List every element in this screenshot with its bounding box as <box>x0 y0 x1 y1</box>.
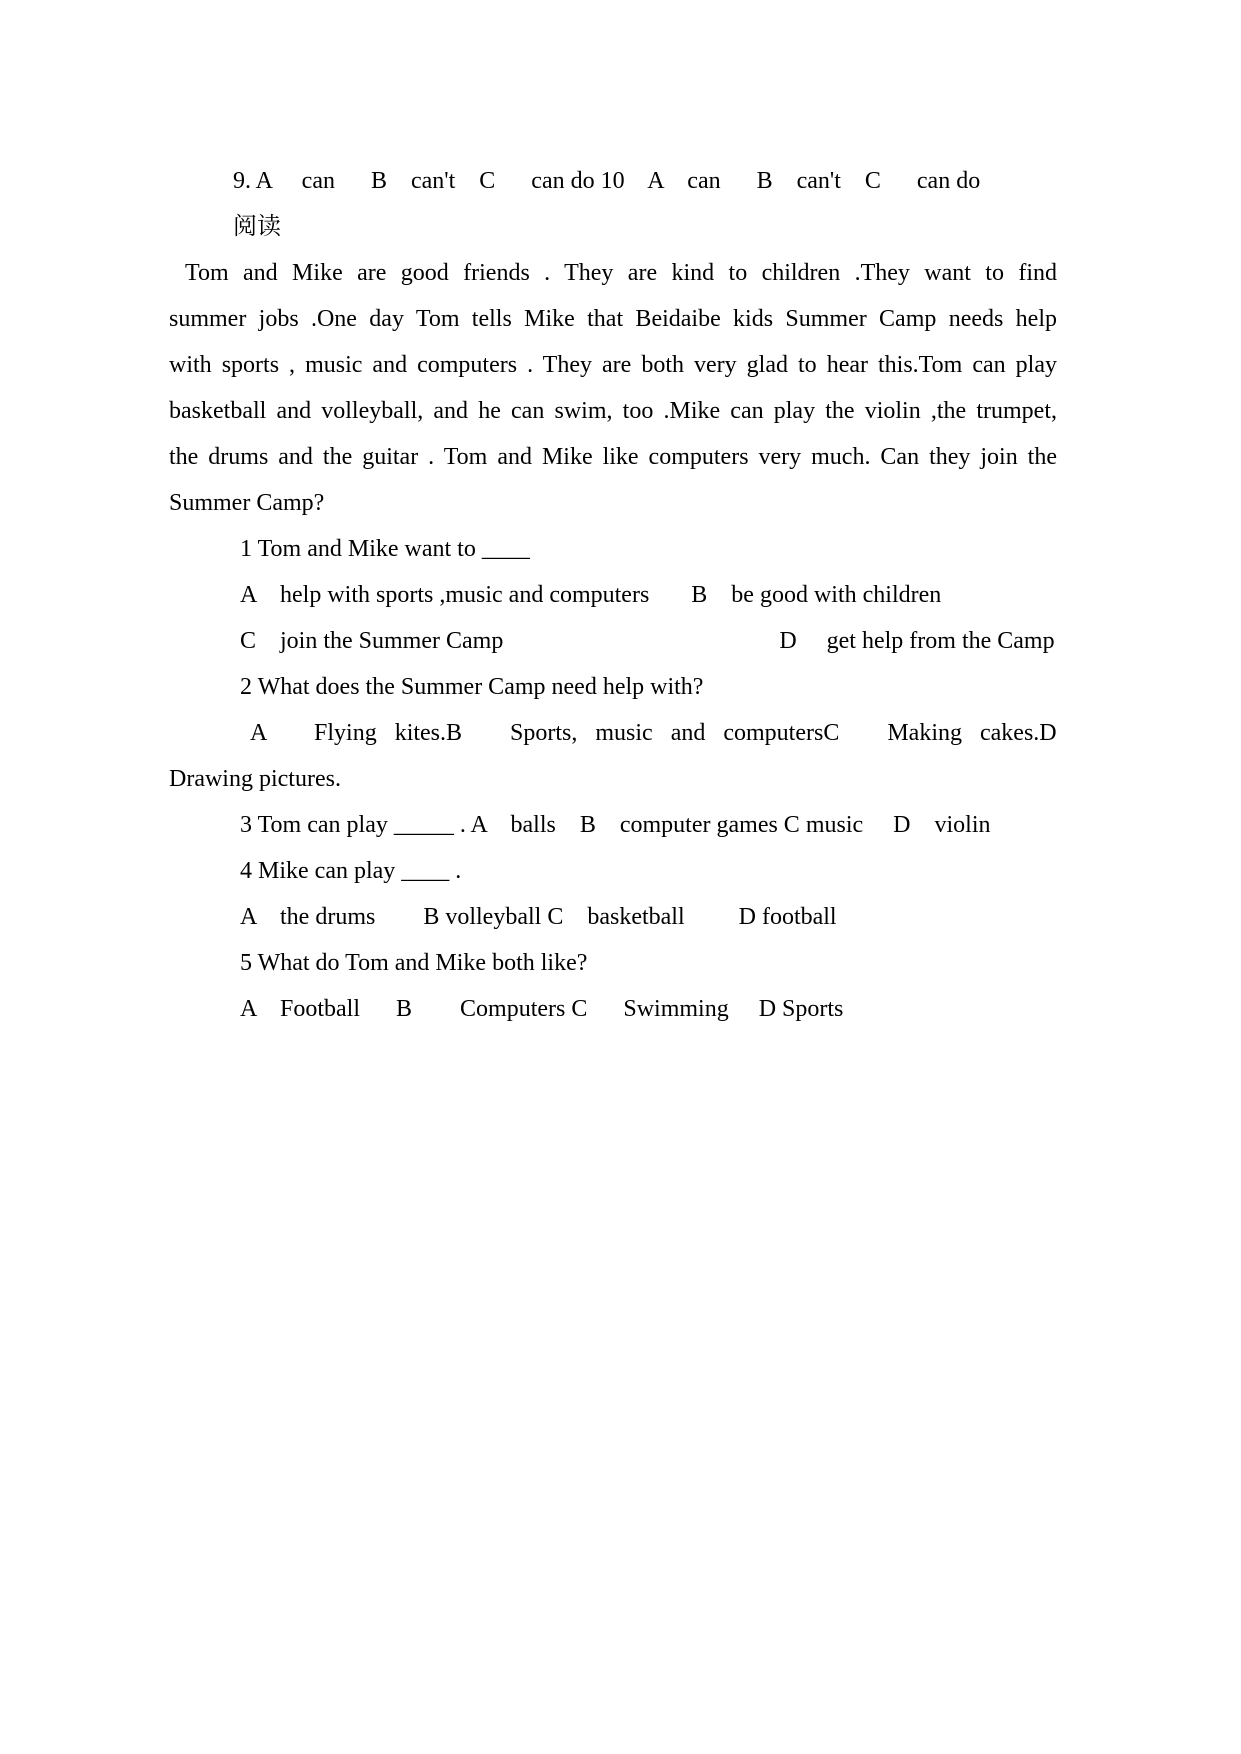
passage-line-3: with sports , music and computers . They are both very glad to hear this.Tom can play <box>169 352 1057 378</box>
passage-line-1: Tom and Mike are good friends . They are kind to children .They want to find <box>185 260 1057 286</box>
question-1-options-cd: C join the Summer Camp D get help from the Camp <box>240 628 1055 654</box>
passage-line-4: basketball and volleyball, and he can swim, too .Mike can play the violin ,the trumpet, <box>169 398 1057 424</box>
question-3: 3 Tom can play _____ . A balls B computer games C music D violin <box>240 812 991 838</box>
question-2-options-line-1: A Flying kites.B Sports, music and computersC Making cakes.D <box>250 720 1057 746</box>
answer-key-line: 9. A can B can't C can do 10 A can B can't C can do <box>233 168 981 194</box>
section-label-reading: 阅读 <box>233 214 281 240</box>
question-4: 4 Mike can play ____ . <box>240 858 462 884</box>
question-4-options: A the drums B volleyball C basketball D football <box>240 904 837 930</box>
question-5-options: A Football B Computers C Swimming D Sports <box>240 996 844 1022</box>
passage-line-6: Summer Camp? <box>169 490 325 516</box>
question-2-options-line-2: Drawing pictures. <box>169 766 341 792</box>
exam-text-block <box>169 158 1057 1032</box>
passage-line-2: summer jobs .One day Tom tells Mike that Beidaibe kids Summer Camp needs help <box>169 306 1057 332</box>
question-2: 2 What does the Summer Camp need help with? <box>240 674 704 700</box>
question-5: 5 What do Tom and Mike both like? <box>240 950 588 976</box>
question-1: 1 Tom and Mike want to ____ <box>240 536 530 562</box>
passage-line-5: the drums and the guitar . Tom and Mike like computers very much. Can they join the <box>169 444 1057 470</box>
question-1-options-ab: A help with sports ,music and computers B be good with children <box>240 582 942 608</box>
